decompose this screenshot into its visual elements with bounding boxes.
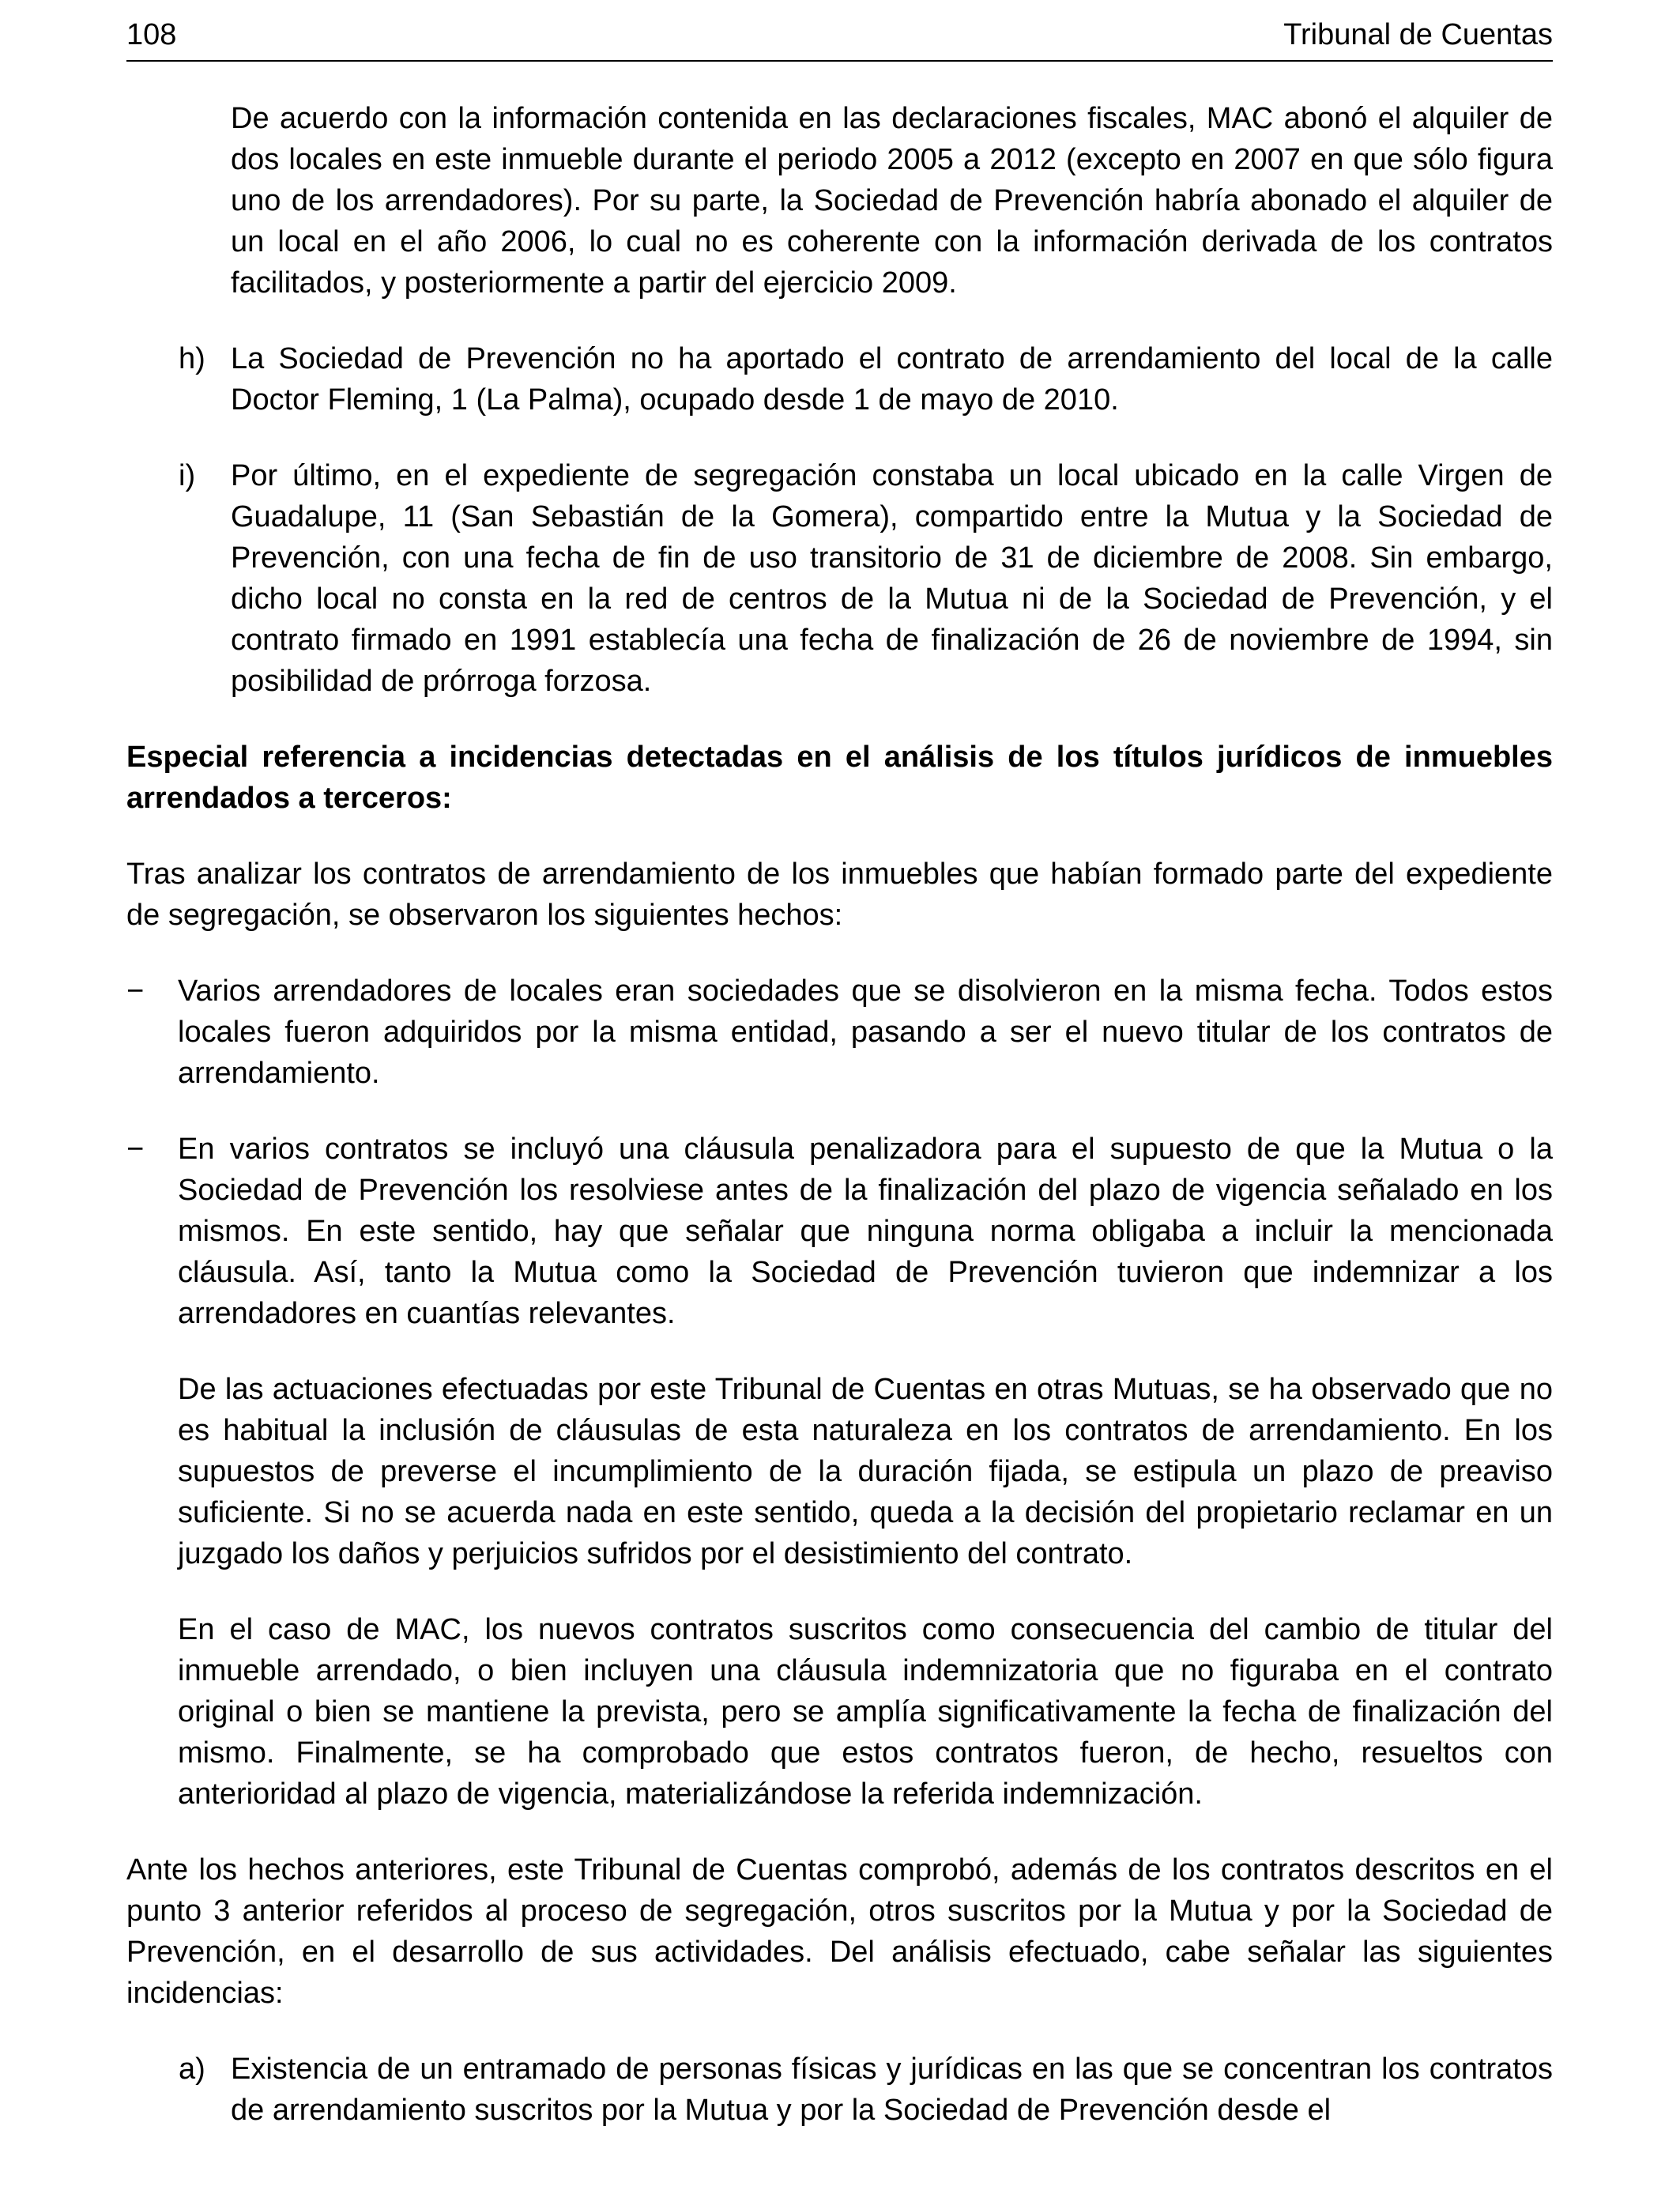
paragraph: De las actuaciones efectuadas por este Tribunal de Cuentas en otras Mutuas, se ha observado que no es habitual la inclusión de cláusulas de esta naturaleza en los contratos de arrendamiento. En los supuestos de preverse el incumplimiento de la duración fijada, se estipula un plazo de preaviso suficiente. Si no se acuerda nada en este sentido, queda a la decisión del propietario reclamar en un juzgado los daños y perjuicios sufridos por el desistimiento del contrato. — [178, 1373, 1553, 1570]
list-marker: a) — [179, 2053, 205, 2086]
page-number: 108 — [126, 18, 177, 51]
list-item-h — [126, 338, 1553, 420]
list-item-text: Por último, en el expediente de segregación constaba un local ubicado en la calle Virgen de Guadalupe, 11 (San Sebastián de la Gomera), compartido entre la Mutua y la Sociedad de Prevención, con una fecha de fin de uso transitorio de 31 de diciembre de 2008. Sin embargo, dicho local no consta en la red de centros de la Mutua ni de la Sociedad de Prevención, y el contrato firmado en 1991 establecía una fecha de finalización de 26 de noviembre de 1994, sin posibilidad de prórroga forzosa. — [231, 459, 1553, 698]
dash-item-text: En varios contratos se incluyó una cláusula penalizadora para el supuesto de que la Mutua o la Sociedad de Prevención los resolviese antes de la finalización del plazo de vigencia señalado en los mismos. En este sentido, hay que señalar que ninguna norma obligaba a incluir la mencionada cláusula. Así, tanto la Mutua como la Sociedad de Prevención tuvieron que indemnizar a los arrendadores en cuantías relevantes. — [178, 1133, 1553, 1330]
dash-marker: − — [126, 1133, 145, 1166]
dash-item-text: Varios arrendadores de locales eran sociedades que se disolvieron en la misma fecha. Todos estos locales fueron adquiridos por la misma entidad, pasando a ser el nuevo titular de los contratos de arrendamiento. — [178, 974, 1553, 1090]
list-marker: h) — [179, 342, 205, 375]
section-heading: Especial referencia a incidencias detectadas en el análisis de los títulos jurídicos de inmuebles arrendados a terceros: — [126, 741, 1553, 815]
dash-marker: − — [126, 974, 145, 1008]
paragraph: Ante los hechos anteriores, este Tribunal de Cuentas comprobó, además de los contratos descritos en el punto 3 anterior referidos al proceso de segregación, otros suscritos por la Mutua y por la Sociedad de Prevención, en el desarrollo de sus actividades. Del análisis efectuado, cabe señalar las siguientes incidencias: — [126, 1853, 1553, 2010]
paragraph: De acuerdo con la información contenida en las declaraciones fiscales, MAC abonó el alquiler de dos locales en este inmueble durante el periodo 2005 a 2012 (excepto en 2007 en que sólo figura uno de los arrendadores). Por su parte, la Sociedad de Prevención habría abonado el alquiler de un local en el año 2006, lo cual no es coherente con la información derivada de los contratos facilitados, y posteriormente a partir del ejercicio 2009. — [231, 102, 1553, 300]
list-item-i — [126, 455, 1553, 702]
paragraph: Tras analizar los contratos de arrendamiento de los inmuebles que habían formado parte del expediente de segregación, se observaron los siguientes hechos: — [126, 858, 1553, 932]
header-title: Tribunal de Cuentas — [1283, 18, 1553, 51]
page-header — [126, 14, 1553, 62]
dash-item — [126, 1129, 1553, 1334]
list-marker: i) — [179, 459, 196, 492]
paragraph: En el caso de MAC, los nuevos contratos suscritos como consecuencia del cambio de titular del inmueble arrendado, o bien incluyen una cláusula indemnizatoria que no figuraba en el contrato original o bien se mantiene la prevista, pero se amplía significativamente la fecha de finalización del mismo. Finalmente, se ha comprobado que estos contratos fueron, de hecho, resueltos con anterioridad al plazo de vigencia, materializándose la referida indemnización. — [178, 1613, 1553, 1811]
list-item-a — [126, 2049, 1553, 2131]
list-item-text: La Sociedad de Prevención no ha aportado el contrato de arrendamiento del local de la calle Doctor Fleming, 1 (La Palma), ocupado desde 1 de mayo de 2010. — [231, 342, 1553, 417]
list-item-text: Existencia de un entramado de personas físicas y jurídicas en las que se concentran los contratos de arrendamiento suscritos por la Mutua y por la Sociedad de Prevención desde el — [231, 2053, 1553, 2127]
document-body — [126, 98, 1553, 2131]
dash-item — [126, 971, 1553, 1094]
